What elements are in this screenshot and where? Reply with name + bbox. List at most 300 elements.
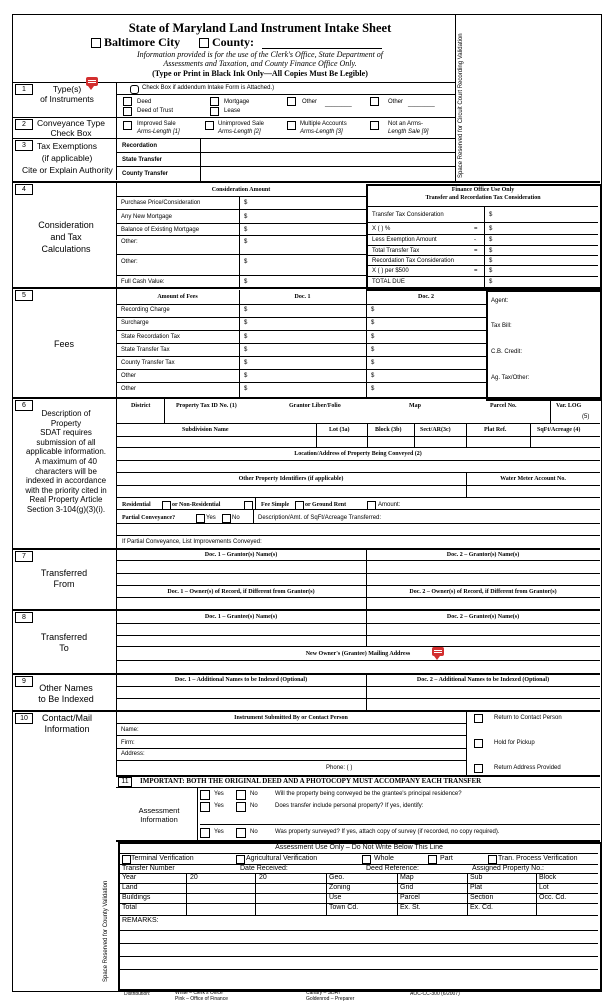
rule xyxy=(116,382,486,383)
multiple-accounts-label: Multiple Accounts xyxy=(300,121,347,127)
q2-no-checkbox[interactable] xyxy=(236,802,246,812)
zoning-label: Zoning xyxy=(329,884,351,891)
rule xyxy=(116,343,486,344)
contact-phone-label: Phone: ( ) xyxy=(326,765,353,771)
transfer-number-label: Transfer Number xyxy=(122,865,175,872)
fees-office-box xyxy=(486,290,602,401)
total-label: Total xyxy=(122,904,137,911)
dollar-sign: $ xyxy=(244,200,248,206)
fee-row-county-transfer: County Transfer Tax xyxy=(121,360,175,366)
rule xyxy=(12,710,600,712)
dollar-sign: $ xyxy=(371,307,375,313)
rule xyxy=(116,460,600,461)
rule xyxy=(116,523,600,524)
lease-checkbox[interactable] xyxy=(210,107,219,116)
unimproved-sale-label: Unimproved Sale xyxy=(218,121,265,127)
rule xyxy=(326,873,327,915)
distribution-goldenrod: Goldenrod – Preparer xyxy=(306,996,355,1002)
year-label: Year xyxy=(122,874,137,881)
rule xyxy=(116,209,366,210)
rule xyxy=(368,206,598,207)
rule xyxy=(116,472,600,473)
question-1: Will the property being conveyed be the grantee's principal residence? xyxy=(275,791,462,797)
dollar-sign: $ xyxy=(371,373,375,379)
whole-label: Whole xyxy=(374,855,394,862)
rule xyxy=(255,873,256,915)
partial-conveyance-label: Partial Conveyance? xyxy=(122,515,176,521)
doc1-owners-label: Doc. 1 – Owner(s) of Record, if Different from Grantor(s) xyxy=(167,589,315,595)
fees-doc1-header: Doc. 1 xyxy=(294,294,311,300)
question-3: Was property surveyed? If yes, attach copy of survey (if recorded, no copy required). xyxy=(275,829,500,835)
section-9-number: 9 xyxy=(15,676,33,687)
plat-label: Plat Ref. xyxy=(484,427,507,433)
rule xyxy=(116,423,600,424)
tax-bill-label: Tax Bill: xyxy=(491,323,512,329)
remarks-label: REMARKS: xyxy=(122,917,159,924)
rule xyxy=(116,560,600,561)
q1-no-checkbox[interactable] xyxy=(236,790,246,800)
section-3-label: Tax Exemptions (if applicable) Cite or Explain Authority xyxy=(22,141,113,175)
rule xyxy=(12,287,600,289)
rule xyxy=(120,853,598,854)
q1-no-label: No xyxy=(250,791,258,797)
rule xyxy=(116,94,456,95)
rule xyxy=(186,873,187,915)
assigned-property-label: Assigned Property No.: xyxy=(472,865,544,872)
cb-credit-label: C.B. Credit: xyxy=(491,349,523,355)
fee-row-state-recordation: State Recordation Tax xyxy=(121,334,180,340)
sqft-label: SqFt/Acreage (4) xyxy=(537,427,581,433)
state-transfer-exemption-label: State Transfer xyxy=(122,157,163,163)
op-equals: = xyxy=(474,226,478,232)
distribution-label: Distribution: xyxy=(124,991,151,997)
county-checkbox[interactable] xyxy=(199,38,209,48)
rule xyxy=(116,698,600,699)
rule xyxy=(467,873,468,915)
return-address-checkbox[interactable] xyxy=(474,764,483,773)
section-7-label: Transferred From xyxy=(40,568,88,589)
partial-yes-checkbox[interactable] xyxy=(196,514,205,523)
county-transfer-exemption-label: County Transfer xyxy=(122,171,169,177)
unimproved-sale-checkbox[interactable] xyxy=(205,121,214,130)
dollar-sign: $ xyxy=(244,386,248,392)
rule xyxy=(368,265,598,266)
q2-yes-label: Yes xyxy=(214,803,224,809)
rule xyxy=(164,397,165,423)
rule xyxy=(116,635,600,636)
fee-row-other-1: Other xyxy=(121,373,137,379)
rule xyxy=(120,930,598,931)
ex-st-label: Ex. St. xyxy=(400,904,421,911)
partial-no-checkbox[interactable] xyxy=(222,514,231,523)
q3-no-label: No xyxy=(250,829,258,835)
rule xyxy=(116,735,466,736)
comment-icon[interactable] xyxy=(86,77,98,86)
return-contact-label: Return to Contact Person xyxy=(494,715,562,721)
rule xyxy=(120,893,598,894)
grid-label: Grid xyxy=(400,884,414,891)
map-code-label: Map xyxy=(400,874,414,881)
form-number: AOC-CC-300 (6/2007) xyxy=(410,991,460,997)
consideration-row-other-2: Other: xyxy=(121,259,138,265)
dollar-sign: $ xyxy=(244,214,248,220)
dollar-sign: $ xyxy=(371,347,375,353)
side-note: Space Reserved for Circuit Court Recording Validation xyxy=(458,33,464,178)
ex-cd-label: Ex. Cd. xyxy=(470,904,493,911)
other-ids-label: Other Property Identifiers (if applicable) xyxy=(238,476,344,482)
rule xyxy=(368,276,598,277)
doc1-grantees-label: Doc. 1 – Grantee(s) Name(s) xyxy=(204,614,278,620)
date-received-label: Date Received: xyxy=(240,865,288,872)
rule xyxy=(200,138,201,181)
rule xyxy=(397,873,398,915)
var-loc-value: (5) xyxy=(582,414,590,420)
doc2-additional-names-label: Doc. 2 – Additional Names to be Indexed (Optional) xyxy=(416,677,550,683)
dollar-sign: $ xyxy=(244,320,248,326)
doc2-owners-label: Doc. 2 – Owner(s) of Record, if Different from Grantor(s) xyxy=(409,589,557,595)
section-9-label: Other Names to Be Indexed xyxy=(38,683,94,704)
agricultural-verification-checkbox[interactable] xyxy=(236,855,245,864)
info-line-2: Assessments and Taxation, and County Finance Office Only. xyxy=(163,59,357,68)
sub-label: Sub xyxy=(470,874,483,881)
op-equals: = xyxy=(474,248,478,254)
consideration-header: Consideration Amount xyxy=(211,187,271,193)
dollar-sign: $ xyxy=(489,268,493,274)
recordation-exemption-label: Recordation xyxy=(122,143,158,149)
rule xyxy=(536,873,537,915)
q3-no-checkbox[interactable] xyxy=(236,828,246,838)
contact-firm-label: Firm: xyxy=(121,740,135,746)
desc-amt-label: Description/Amt. of SqFt/Acreage Transferred: xyxy=(258,515,382,521)
question-2: Does transfer include personal property? If yes, identify: xyxy=(275,803,424,809)
dollar-sign: $ xyxy=(489,226,493,232)
partial-yes-label: Yes xyxy=(206,515,216,521)
dollar-sign: $ xyxy=(244,347,248,353)
occ-code-label: Occ. Cd. xyxy=(539,894,567,901)
op-minus: - xyxy=(474,237,476,243)
block-label: Block (3b) xyxy=(375,427,402,433)
dollar-sign: $ xyxy=(244,239,248,245)
buildings-label: Buildings xyxy=(122,894,151,901)
deed-trust-checkbox[interactable] xyxy=(123,107,132,116)
unimproved-sale-sub: Arms-Length [2] xyxy=(218,129,261,135)
info-line-3: (Type or Print in Black Ink Only—All Copies Must Be Legible) xyxy=(152,69,368,78)
side-divider xyxy=(455,14,456,181)
rule xyxy=(367,423,368,447)
rule xyxy=(253,509,254,523)
section-10-number: 10 xyxy=(15,713,33,724)
rule xyxy=(530,423,531,447)
rule xyxy=(116,646,600,647)
rule xyxy=(116,686,600,687)
rule xyxy=(116,317,486,318)
q3-yes-checkbox[interactable] xyxy=(200,828,210,838)
dollar-sign: $ xyxy=(489,279,493,285)
dollar-sign: $ xyxy=(489,212,493,218)
rule xyxy=(116,436,600,437)
rule xyxy=(368,245,598,246)
rule xyxy=(12,397,600,399)
other1-label: Other xyxy=(302,99,318,105)
doc2-grantees-label: Doc. 2 – Grantee(s) Name(s) xyxy=(446,614,520,620)
rule xyxy=(120,903,598,904)
partial-no-label: No xyxy=(232,515,240,521)
county-validation-note: Space Reserved for County Validation xyxy=(103,880,109,982)
tax-id-label: Property Tax ID No. (1) xyxy=(176,403,237,409)
rule xyxy=(120,969,598,970)
var-loc-label: Var. LOG xyxy=(556,403,582,409)
block-code-label: Block xyxy=(539,874,557,881)
rule xyxy=(116,497,600,498)
rule xyxy=(197,787,198,840)
other2-field[interactable]: ________ xyxy=(408,101,435,107)
distribution-pink: Pink – Office of Finance xyxy=(175,996,228,1002)
terminal-verification-checkbox[interactable] xyxy=(122,855,131,864)
dollar-sign: $ xyxy=(244,307,248,313)
section-4-number: 4 xyxy=(15,184,33,195)
county-line[interactable] xyxy=(262,48,382,49)
form-title: State of Maryland Land Instrument Intake Sheet xyxy=(128,21,392,35)
consideration-row-new-mortgage: Any New Mortgage xyxy=(121,214,173,220)
consideration-row-other-1: Other: xyxy=(121,239,138,245)
doc2-grantors-label: Doc. 2 – Grantor(s) Name(s) xyxy=(446,552,520,558)
multiple-accounts-checkbox[interactable] xyxy=(287,121,296,130)
rule xyxy=(466,423,467,447)
terminal-verification-label: Terminal Verification xyxy=(131,855,194,862)
improved-sale-label: Improved Sale xyxy=(137,121,176,127)
part-label: Part xyxy=(440,855,453,862)
comment-icon[interactable] xyxy=(432,647,444,656)
if-partial-label: If Partial Conveyance, List Improvements Conveyed: xyxy=(122,539,262,545)
tran-process-checkbox[interactable] xyxy=(488,855,497,864)
hold-pickup-checkbox[interactable] xyxy=(474,739,483,748)
section-3-number: 3 xyxy=(15,140,33,151)
section-11-number: 11 xyxy=(118,777,132,787)
finance-sub: Transfer and Recordation Tax Consideration xyxy=(425,195,541,201)
rule xyxy=(484,206,485,287)
not-arms-length-sub: Length Sale [9] xyxy=(388,129,429,135)
dollar-sign: $ xyxy=(244,279,248,285)
fee-row-other-2: Other xyxy=(121,386,137,392)
assessment-title: Assessment Use Only – Do Not Write Below This Line xyxy=(275,844,443,851)
dollar-sign: $ xyxy=(244,259,248,265)
non-residential-label: or Non-Residential xyxy=(172,502,221,508)
deed-checkbox[interactable] xyxy=(123,97,132,106)
rule xyxy=(116,723,466,724)
ground-rent-label: or Ground Rent xyxy=(305,502,347,508)
rule xyxy=(368,222,598,223)
geo-label: Geo. xyxy=(329,874,345,881)
section-10-label: Contact/Mail Information xyxy=(41,713,93,734)
rule xyxy=(116,535,600,536)
section-2-label: Conveyance Type Check Box xyxy=(37,118,105,138)
doc1-additional-names-label: Doc. 1 – Additional Names to be Indexed (Optional) xyxy=(174,677,308,683)
agricultural-verification-label: Agricultural Verification xyxy=(246,855,318,862)
subdivision-label: Subdivision Name xyxy=(182,427,229,433)
improved-sale-checkbox[interactable] xyxy=(123,121,132,130)
distribution-white: White – Clerk's Office xyxy=(175,990,223,996)
district-label: District xyxy=(131,403,151,409)
rule xyxy=(116,223,366,224)
rule xyxy=(116,304,486,305)
lease-label: Lease xyxy=(224,108,241,114)
sect-label: Sect/AR(3c) xyxy=(420,427,451,433)
rule xyxy=(116,356,486,357)
not-arms-length-label: Not an Arms- xyxy=(388,121,424,127)
plat-code-label: Plat xyxy=(470,884,483,891)
not-arms-length-checkbox[interactable] xyxy=(370,121,379,130)
parcel-code-label: Parcel xyxy=(400,894,420,901)
agent-label: Agent: xyxy=(491,298,509,304)
rule xyxy=(12,138,456,139)
ag-tax-label: Ag. Tax/Other: xyxy=(491,375,530,381)
lot-code-label: Lot xyxy=(539,884,549,891)
year-value-1: 20 xyxy=(190,874,198,881)
section-1-label: Type(s) of Instruments xyxy=(40,84,94,104)
baltimore-city-checkbox[interactable] xyxy=(91,38,101,48)
section-4-label: Consideration and Tax Calculations xyxy=(38,220,94,254)
return-contact-checkbox[interactable] xyxy=(474,714,483,723)
finance-row-exemption: Less Exemption Amount xyxy=(372,237,437,243)
info-line-1: Information provided is for the use of the Clerk's Office, State Department of xyxy=(136,50,384,59)
year-value-2: 20 xyxy=(259,874,267,881)
rule xyxy=(12,609,600,611)
multiple-accounts-sub: Arms-Length [3] xyxy=(300,129,343,135)
other2-label: Other xyxy=(388,99,404,105)
doc1-grantors-label: Doc. 1 – Grantor(s) Name(s) xyxy=(204,552,278,558)
lot-label: Lot (3a) xyxy=(329,427,350,433)
distribution-canary: Canary – SDAT xyxy=(306,990,341,996)
section-11-label: Assessment Information xyxy=(138,806,180,824)
dollar-sign: $ xyxy=(489,258,493,264)
town-code-label: Town Cd. xyxy=(329,904,359,911)
fee-row-state-transfer: State Transfer Tax xyxy=(121,347,170,353)
rule xyxy=(116,275,366,276)
rule xyxy=(116,623,600,624)
dollar-sign: $ xyxy=(371,334,375,340)
other1-field[interactable]: ________ xyxy=(325,101,352,107)
finance-row-rate: X ( ) % xyxy=(372,226,391,232)
q2-no-label: No xyxy=(250,803,258,809)
finance-row-transfer-consideration: Transfer Tax Consideration xyxy=(372,212,444,218)
fee-simple-label: Fee Simple xyxy=(261,502,290,508)
county-label: County: xyxy=(212,35,255,49)
rule xyxy=(116,787,600,788)
tran-process-label: Tran. Process Verification xyxy=(498,855,578,862)
addendum-checkbox[interactable] xyxy=(130,85,139,94)
consideration-row-purchase: Purchase Price/Consideration xyxy=(121,200,201,206)
finance-row-total-transfer: Total Transfer Tax xyxy=(372,248,420,254)
land-label: Land xyxy=(122,884,138,891)
finance-title: Finance Office Use Only xyxy=(451,187,515,193)
consideration-row-full-cash: Full Cash Value: xyxy=(121,279,165,285)
mortgage-label: Mortgage xyxy=(224,99,250,105)
rule xyxy=(116,573,600,574)
finance-row-per-500: X ( ) per $500 xyxy=(372,268,409,274)
rule xyxy=(200,824,600,825)
rule xyxy=(12,181,600,183)
q2-yes-checkbox[interactable] xyxy=(200,802,210,812)
fee-row-surcharge: Surcharge xyxy=(121,320,149,326)
hold-pickup-label: Hold for Pickup xyxy=(494,740,535,746)
section-2-number: 2 xyxy=(15,119,33,130)
rule xyxy=(116,660,600,661)
dollar-sign: $ xyxy=(371,320,375,326)
rule xyxy=(368,234,598,235)
other1-checkbox[interactable] xyxy=(287,97,296,106)
rule xyxy=(116,748,466,749)
contact-address-label: Address: xyxy=(121,751,145,757)
q3-yes-label: Yes xyxy=(214,829,224,835)
q1-yes-checkbox[interactable] xyxy=(200,790,210,800)
contact-header: Instrument Submitted By or Contact Person xyxy=(234,715,348,721)
section-code-label: Section xyxy=(470,894,494,901)
use-label: Use xyxy=(329,894,342,901)
rule xyxy=(116,485,600,486)
fees-doc2-header: Doc. 2 xyxy=(418,294,434,300)
rule xyxy=(116,597,600,598)
rule xyxy=(255,497,256,509)
dollar-sign: $ xyxy=(371,360,375,366)
section-6-number: 6 xyxy=(15,400,33,411)
dollar-sign: $ xyxy=(489,248,493,254)
other2-checkbox[interactable] xyxy=(370,97,379,106)
return-address-label: Return Address Provided xyxy=(494,765,561,771)
map-label: Map xyxy=(409,403,421,409)
parcel-label: Parcel No. xyxy=(490,403,517,409)
rule xyxy=(116,330,486,331)
whole-checkbox[interactable] xyxy=(362,855,371,864)
dollar-sign: $ xyxy=(489,237,493,243)
rule xyxy=(466,710,467,775)
rule xyxy=(116,254,366,255)
rule xyxy=(116,760,466,761)
fee-row-recording: Recording Charge xyxy=(121,307,170,313)
dollar-sign: $ xyxy=(244,373,248,379)
rule xyxy=(116,152,456,153)
section-1-number: 1 xyxy=(15,84,33,95)
finance-row-recordation-consideration: Recordation Tax Consideration xyxy=(372,258,454,264)
rule xyxy=(116,235,366,236)
section-5-label: Fees xyxy=(53,339,74,349)
rule xyxy=(116,196,366,197)
important-note: IMPORTANT: BOTH THE ORIGINAL DEED AND A PHOTOCOPY MUST ACCOMPANY EACH TRANSFER xyxy=(140,777,482,785)
dollar-sign: $ xyxy=(244,360,248,366)
rule xyxy=(316,423,317,447)
water-meter-label: Water Meter Account No. xyxy=(500,476,566,482)
rule xyxy=(120,883,598,884)
rule xyxy=(12,82,456,83)
section-8-number: 8 xyxy=(15,612,33,623)
rule xyxy=(120,915,598,916)
rule xyxy=(116,369,486,370)
rule xyxy=(550,397,551,423)
section-6-label: Description of Property SDAT requires submission of all applicable information. A maximum of 40 characters will be indexed in accordance with the priority cited in Real Property Article Section 3-104(g)(3)(i). xyxy=(25,409,107,514)
part-checkbox[interactable] xyxy=(428,855,437,864)
amount-fees-header: Amount of Fees xyxy=(157,294,198,300)
dollar-sign: $ xyxy=(371,386,375,392)
mortgage-checkbox[interactable] xyxy=(210,97,219,106)
rule xyxy=(12,548,600,550)
rule xyxy=(116,509,600,510)
addendum-label: Check Box if addendum Intake Form is Attached.) xyxy=(142,85,275,91)
rule xyxy=(414,423,415,447)
section-7-number: 7 xyxy=(15,551,33,562)
improved-sale-sub: Arms-Length [1] xyxy=(137,129,180,135)
baltimore-city-label: Baltimore City xyxy=(104,35,181,49)
section-5-number: 5 xyxy=(15,290,33,301)
rule xyxy=(116,166,456,167)
